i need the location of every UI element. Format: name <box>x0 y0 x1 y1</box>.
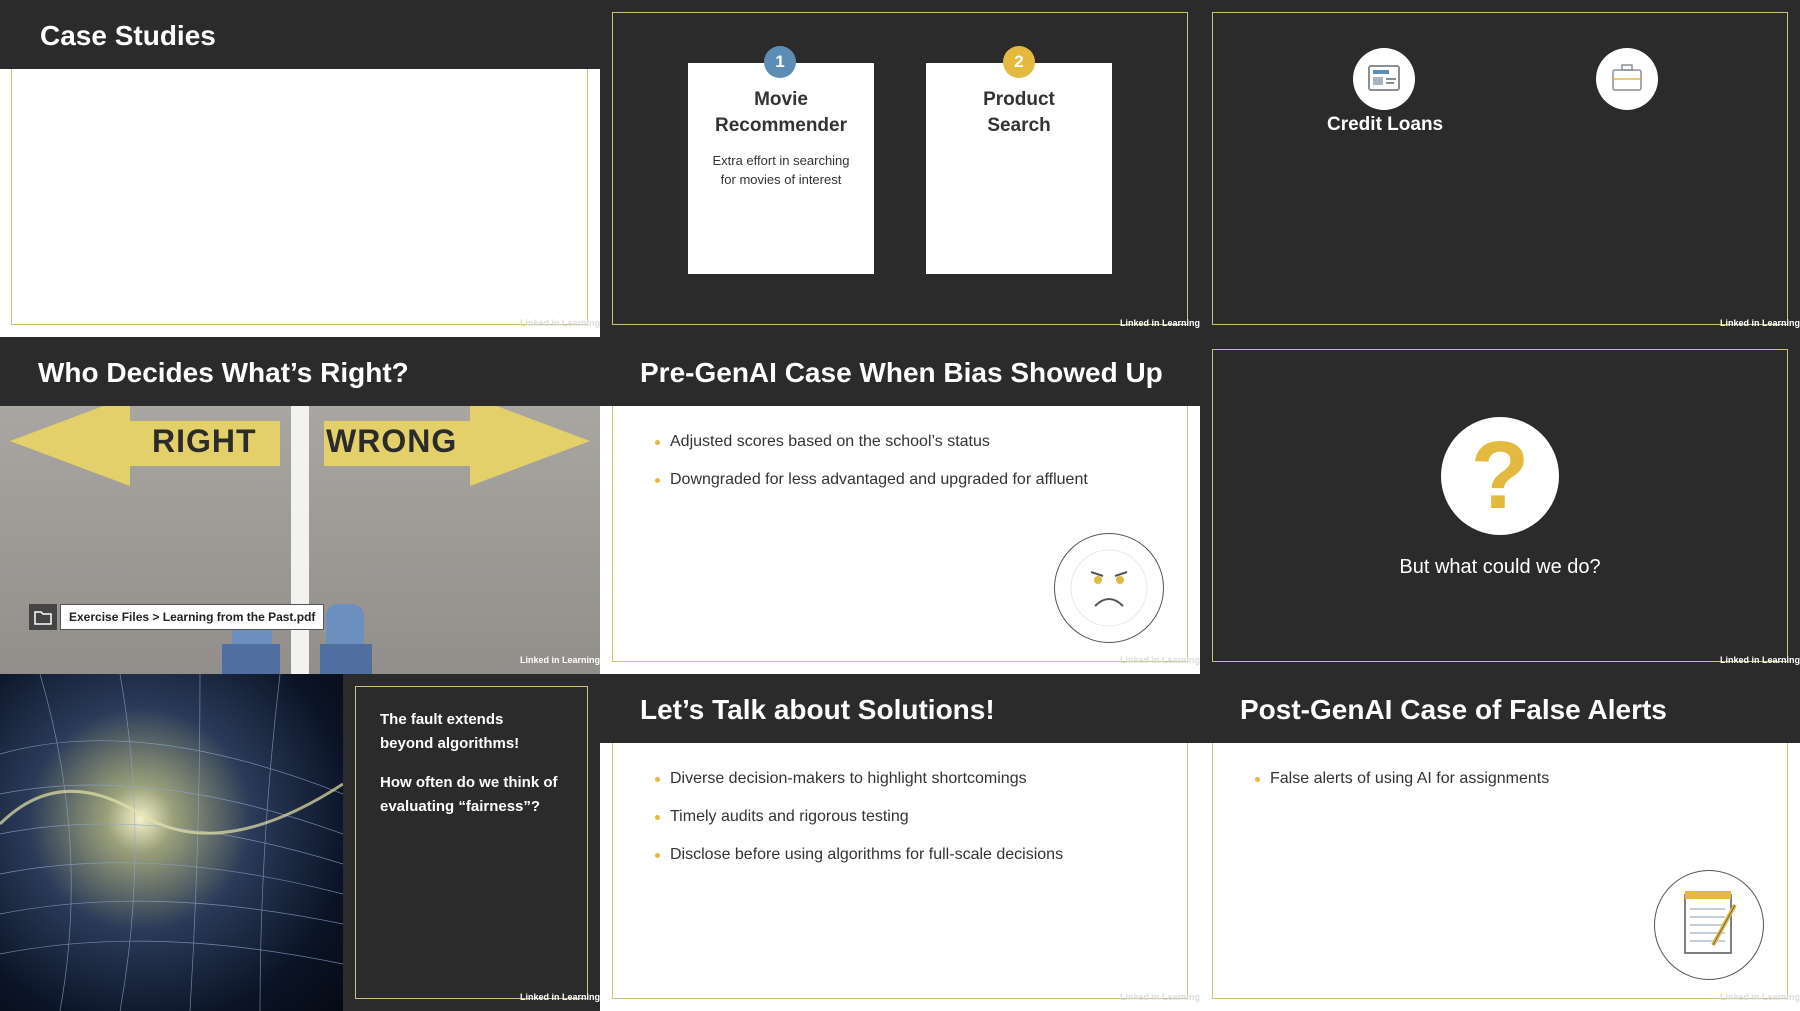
linkedin-learning-logo: Linked in Learning <box>1720 992 1800 1002</box>
linkedin-learning-logo: Linked in Learning <box>1120 318 1201 328</box>
fairness-question: How often do we think of evaluating “fairness”? <box>380 774 558 815</box>
card-description: Extra effort in searching for movies of interest <box>712 153 850 187</box>
slide-title: Case Studies <box>40 20 216 51</box>
bullet-list <box>1254 770 1549 808</box>
folder-icon <box>29 604 57 630</box>
slide-title: Post-GenAI Case of False Alerts <box>1240 694 1667 725</box>
linkedin-learning-logo: Linked in Learning <box>1720 655 1800 665</box>
linkedin-learning-logo: Linked in Learning <box>520 318 601 328</box>
linkedin-learning-logo: Linked in Learning <box>1120 992 1201 1002</box>
linkedin-learning-logo: Linked in Learning <box>1720 318 1800 328</box>
slide-solutions[interactable] <box>600 674 1200 1011</box>
slide-fault[interactable] <box>0 674 600 1011</box>
bullet-item: Diverse decision-makers to highlight shortcomings <box>654 770 1063 788</box>
right-wrong-photo <box>0 406 600 674</box>
bullet-item: Adjusted scores based on the school’s status <box>654 433 1088 451</box>
slide-credit-loans[interactable] <box>1200 0 1800 337</box>
bullet-list <box>654 433 1088 509</box>
slide-post-genai[interactable] <box>1200 674 1800 1011</box>
sign-wrong: WRONG <box>326 423 458 459</box>
frowning-face-icon <box>1054 533 1164 643</box>
slide-case-cards[interactable] <box>600 0 1200 337</box>
number-badge-2: 2 <box>1003 46 1035 78</box>
linkedin-learning-logo: Linked in Learning <box>520 992 601 1002</box>
card-product-search <box>926 63 1112 274</box>
shoe-right <box>320 604 372 674</box>
number-badge-1: 1 <box>764 46 796 78</box>
slide-title: Pre-GenAI Case When Bias Showed Up <box>640 357 1163 388</box>
question-mark-icon: ? <box>1441 417 1559 535</box>
fault-statement: The fault extends beyond algorithms! <box>380 711 520 752</box>
briefcase-icon <box>1596 48 1658 110</box>
bullet-list <box>654 770 1063 884</box>
card-title: Product Search <box>983 89 1055 136</box>
card-title: Movie Recommender <box>715 89 847 136</box>
bullet-item: Disclose before using algorithms for full-scale decisions <box>654 846 1063 864</box>
id-card-icon <box>1353 48 1415 110</box>
credit-loans-label: Credit Loans <box>1327 114 1444 135</box>
file-path-label[interactable]: Exercise Files > Learning from the Past.pdf <box>60 604 324 630</box>
card-movie-recommender <box>688 63 874 274</box>
bullet-item: Downgraded for less advantaged and upgraded for affluent <box>654 471 1088 489</box>
slide-question[interactable] <box>1200 337 1800 674</box>
bullet-item: False alerts of using AI for assignments <box>1254 770 1549 788</box>
linkedin-learning-logo: Linked in Learning <box>1120 655 1201 665</box>
linkedin-learning-logo: Linked in Learning <box>520 655 601 665</box>
bullet-item: Timely audits and rigorous testing <box>654 808 1063 826</box>
sign-right: RIGHT <box>152 423 257 459</box>
notepad-pencil-icon <box>1654 870 1764 980</box>
slide-title: Who Decides What’s Right? <box>38 357 409 388</box>
slide-who-decides[interactable] <box>0 337 600 674</box>
question-text: But what could we do? <box>1399 556 1601 578</box>
slide-pre-genai[interactable] <box>600 337 1200 674</box>
slide-title: Let’s Talk about Solutions! <box>640 694 995 725</box>
slide-case-studies[interactable] <box>0 0 600 337</box>
network-wave-image <box>0 674 343 1011</box>
